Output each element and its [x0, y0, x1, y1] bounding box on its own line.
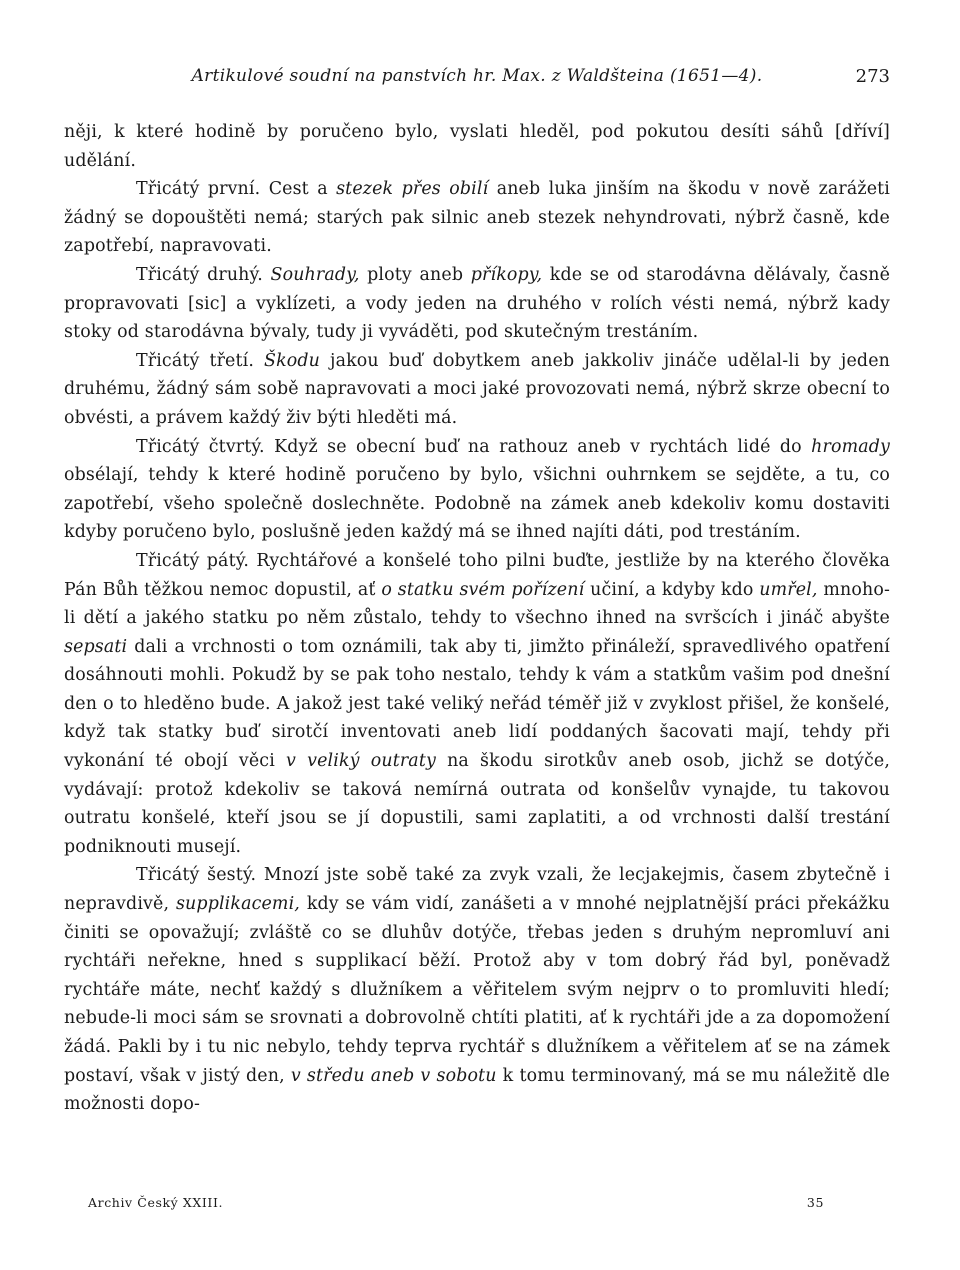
- text-run: Třicátý třetí.: [136, 350, 265, 371]
- italic-run: v středu aneb v sobotu: [290, 1065, 497, 1086]
- text-run: Třicátý první. Cest a: [136, 179, 337, 200]
- italic-run: Souhrady,: [270, 264, 360, 285]
- text-run: kde se od starodávna dělávaly, časně propravovati [sic] a vyklízeti, a vody jeden na druhého v rolích vésti nemá, nýbrž kady stoky od starodávna bývaly, tudy ji vyváděti, pod skutečným trestáním.: [64, 264, 891, 343]
- italic-run: stezek přes obilí: [336, 179, 489, 200]
- page-footer: [88, 1195, 824, 1215]
- printer-signature: Archiv Český XXIII.: [88, 1195, 224, 1210]
- italic-run: příkopy,: [470, 264, 543, 285]
- italic-run: sepsati: [64, 636, 128, 657]
- text-run: k tomu terminovaný, má se mu náležitě dle možnosti dopo-: [64, 1065, 890, 1115]
- text-run: jakou buď dobytkem aneb jakkoliv jináče udělal-li by jeden druhému, žádný sám sobě napravovati a moci jaké provozovati nemá, nýbrž skrze obecní to obvésti, a právem každý živ býti hleděti má.: [64, 350, 890, 428]
- paragraph: [64, 118, 890, 175]
- text-run: Třicátý druhý.: [136, 264, 271, 285]
- italic-run: umřel,: [759, 579, 818, 600]
- italic-run: Škodu: [264, 350, 321, 371]
- body-text: [64, 118, 890, 1119]
- paragraph: [64, 347, 890, 433]
- text-run: kdy se vám vidí, zanášeti a v mnohé nejplatnější práci překážku činiti se opovažují; zvláště co se dluhův dotýče, třebas jeden s druhým nepromluví ani rychtáři neřekne, hned s supplikací běží. Protož aby v tom dobrý řád byl, poněvadž rychtáře máte, nechť každý s dlužníkem a věřitelem svým nejprv o to promluviti hledí; nebude-li moci sám se srovnati a dobrovolně chtíti platiti, ať k rychtáři jde a za dopomožení žádá. Pakli by i tu nic nebylo, tehdy teprva rychtář s dlužníkem a věřitelem ať se na zámek postaví, však v jistý den,: [64, 894, 890, 1086]
- text-run: Třicátý šestý. Mnozí jste sobě také za zvyk vzali, že lecjakejmis, časem zbytečně i nepravdivě,: [64, 865, 890, 915]
- text-run: dali a vrchnosti o tom oznámili, tak aby ti, jimžto přináleží, spravedlivého opatření dosáhnouti mohli. Pokudž by se pak toho nestalo, tehdy k vám a statkům vašim pod dnešní den o to hleděno bude. A jakož jest také veliký neřád téměř již v zvyklost přišel, že konšelé, když tak statky buď sirotčí inventovati aneb lidí poddaných šacovati mají, tehdy při vykonání té obojí věci: [64, 636, 890, 772]
- italic-run: supplikacemi,: [175, 894, 300, 915]
- page-number: 273: [855, 66, 890, 87]
- text-run: ploty aneb: [359, 264, 471, 285]
- text-run: učiní, a kdyby kdo: [584, 579, 760, 600]
- italic-run: v veliký outraty: [286, 751, 436, 772]
- text-run: na škodu sirotkův aneb osob, jichž se dotýče, vydávají: protož kdekoliv se taková nemírná outrata od konšelův vynajde, tu takovou outratu konšelé, kteří jsou se jí dopustili, sami zaplatiti, a od vrchnosti další trestání podniknouti musejí.: [64, 751, 890, 857]
- paragraph: [64, 261, 890, 347]
- sheet-number: 35: [806, 1195, 824, 1210]
- paragraph: [64, 175, 890, 261]
- running-title: Artikulové soudní na panstvích hr. Max. z Waldšteina (1651—4).: [191, 66, 763, 86]
- text-run: něji, k které hodině by poručeno bylo, vyslati hleděl, pod pokutou desíti sáhů [dříví] udělání.: [64, 122, 890, 171]
- text-run: Třicátý pátý. Rychtářové a konšelé toho pilni buďte, jestliže by na kterého člověka Pán Bůh těžkou nemoc dopustil, ať: [64, 550, 890, 600]
- paragraph: [64, 433, 890, 547]
- page-header: [64, 66, 890, 96]
- paragraph: [64, 861, 890, 1118]
- text-run: Třicátý čtvrtý. Když se obecní buď na rathouz aneb v rychtách lidé do: [136, 436, 812, 457]
- italic-run: o statku svém pořízení: [381, 579, 585, 600]
- paragraph: [64, 547, 890, 862]
- text-run: obsélají, tehdy k které hodině poručeno by bylo, všichni ouhrnkem se sejděte, a tu, co zapotřebí, všeho společně doslechněte. Podobně na zámek aneb kdekoliv komu dostaviti kdyby poručeno bylo, poslušně jeden každý má se ihned najíti dáti, pod trestáním.: [64, 465, 890, 543]
- text-run: mnoho-li dětí a jakého statku po něm zůstalo, tehdy to všechno ihned na svršcích i jináč abyšte: [64, 579, 890, 629]
- text-run: aneb luka jinším na škodu v nově zarážeti žádný se dopouštěti nemá; starých pak silnic aneb stezek nehyndrovati, nýbrž časně, kde zapotřebí, napravovati.: [64, 179, 890, 257]
- italic-run: hromady: [811, 436, 890, 457]
